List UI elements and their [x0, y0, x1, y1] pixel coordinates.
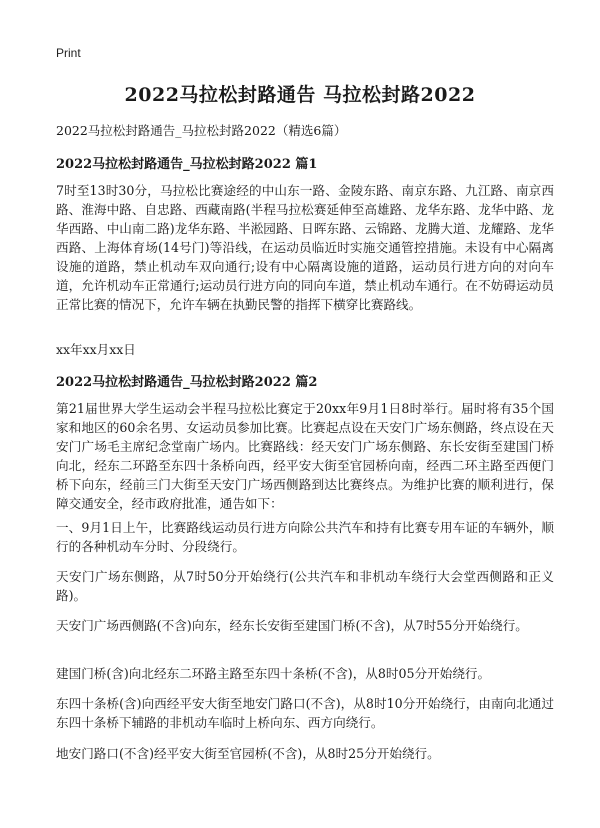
section-2-intro: 第21届世界大学生运动会半程马拉松比赛定于20xx年9月1日8时举行。届时将有35个国家和地区的60余名男、女运动员参加比赛。比赛起点设在天安门广场东侧路，终点设在天安门广场毛主席纪念堂南广场内。比赛路线：经天安门广场东侧路、东长安街至建国门桥向北，经东二环路至东四十条桥向西，经平安大街至官园桥向南，经西二环主路至西便门桥下向东，经前三门大街至天安门广场西侧路到达比赛终点。为维护比赛的顺利进行，保障交通安全，经市政府批准，通告如下：	[56, 401, 554, 511]
section-2-line-1: 天安门广场东侧路，从7时50分开始绕行(公共汽车和非机动车绕行大会堂西侧路和正义路)。	[56, 569, 554, 603]
print-label[interactable]: Print	[56, 46, 81, 60]
section-2-line-4: 东四十条桥(含)向西经平安大街至地安门路口(不含)，从8时10分开始绕行，由南向北通过东四十条桥下辅路的非机动车临时上桥向东、西方向绕行。	[56, 696, 554, 730]
document-subtitle: 2022马拉松封路通告_马拉松封路2022（精选6篇）	[56, 123, 347, 138]
section-2-heading: 2022马拉松封路通告_马拉松封路2022 篇2	[56, 375, 318, 390]
section-2-line-5: 地安门路口(不含)经平安大街至官园桥(不含)，从8时25分开始绕行。	[56, 746, 440, 761]
section-1-paragraph: 7时至13时30分，马拉松比赛途经的中山东一路、金陵东路、南京东路、九江路、南京西路、淮海中路、自忠路、西藏南路(半程马拉松赛延伸至高雄路、龙华东路、龙华中路、龙华西路、中山南二路)龙华东路、半淞园路、日晖东路、云锦路、龙腾大道、龙耀路、龙华西路、上海体育场(14号门)等沿线，在运动员临近时实施交通管控措施。未设有中心隔离设施的道路，禁止机动车双向通行;设有中心隔离设施的道路，运动员行进方向的对向车道，允许机动车正常通行;运动员行进方向的同向车道，禁止机动车通行。在不妨碍运动员正常比赛的情况下，允许车辆在执勤民警的指挥下横穿比赛路线。	[56, 183, 554, 312]
section-2-line-3: 建国门桥(含)向北经东二环路主路至东四十条桥(不含)，从8时05分开始绕行。	[56, 666, 491, 681]
section-1-date: xx年xx月xx日	[56, 342, 136, 357]
section-1-heading: 2022马拉松封路通告_马拉松封路2022 篇1	[56, 157, 318, 172]
section-2-line-2: 天安门广场西侧路(不含)向东，经东长安街至建国门桥(不含)，从7时55分开始绕行。	[56, 618, 528, 633]
page-title: 2022马拉松封路通告 马拉松封路2022	[124, 84, 476, 106]
section-2-item-1: 一、9月1日上午，比赛路线运动员行进方向除公共汽车和持有比赛专用车证的车辆外，顺行的各种机动车分时、分段绕行。	[56, 520, 554, 554]
